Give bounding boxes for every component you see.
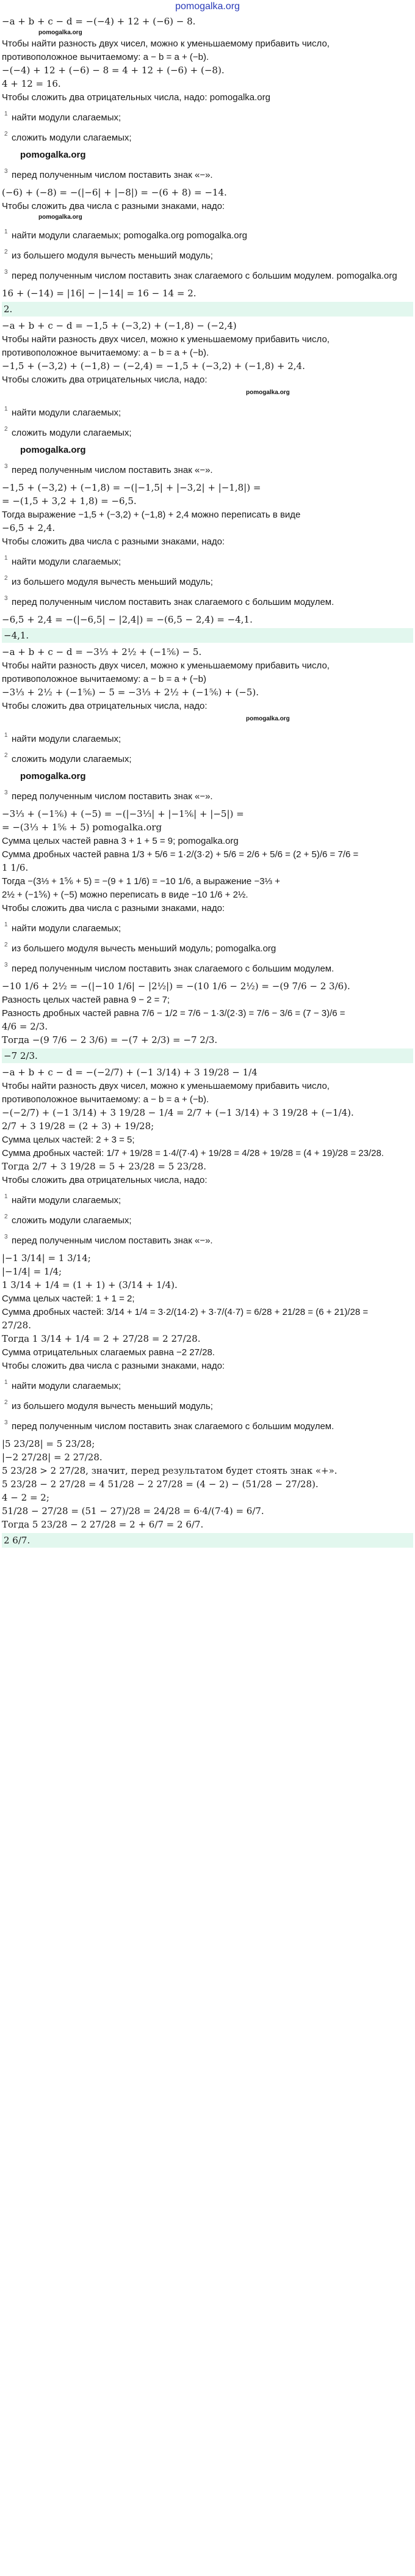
- list-item: [2, 963, 413, 975]
- math-line: Тогда 2/7 + 3 19/28 = 5 + 23/28 = 5 23/28.: [2, 1161, 207, 1172]
- text-line: противоположное вычитаемому: a − b = a + (−b).: [2, 348, 209, 358]
- list-item-text: перед полученным числом поставить знак слагаемого с большим модулем.: [12, 1421, 334, 1432]
- math-line: 27/28.: [2, 1320, 31, 1331]
- list-item-number: 2: [4, 575, 8, 582]
- text-line: Чтобы сложить два числа с разными знаками, надо:: [2, 536, 225, 547]
- text-line: Чтобы найти разность двух чисел, можно к уменьшаемому прибавить число,: [2, 334, 330, 345]
- list-item-number: 2: [4, 942, 8, 948]
- list-item-number: 3: [4, 595, 8, 602]
- math-line: −10 1/6 + 2½ = −(|−10 1/6| − |2½|) = −(10 1/6 − 2½) = −(9 7/6 − 2 3/6).: [2, 981, 350, 992]
- list-item: [2, 169, 413, 181]
- list-item-text: из большего модуля вычесть меньший модуль;: [12, 577, 213, 587]
- math-line: 16 + (−14) = |16| − |−14| = 16 − 14 = 2.: [2, 288, 197, 299]
- list-item-text: из большего модуля вычесть меньший модуль; pomogalka.org: [12, 943, 276, 954]
- text-line: противоположное вычитаемому: a − b = a + (−b).: [2, 1094, 209, 1105]
- list-item: [2, 1421, 413, 1432]
- text-line: Сумма целых частей равна 3 + 1 + 5 = 9; pomogalka.org: [2, 836, 239, 846]
- list-item-number: 3: [4, 463, 8, 470]
- list-item-number: 3: [4, 1419, 8, 1426]
- list-item-text: найти модули слагаемых;: [12, 1381, 121, 1391]
- watermark: pomogalka.org: [20, 445, 86, 455]
- list-item-number: 1: [4, 229, 8, 235]
- list-item-text: найти модули слагаемых;: [12, 408, 121, 418]
- list-item-text: найти модули слагаемых;: [12, 734, 121, 744]
- watermark: pomogalka.org: [38, 29, 82, 36]
- list-item: [2, 791, 413, 802]
- text-line: Тогда выражение −1,5 + (−3,2) + (−1,8) + 2,4 можно переписать в виде: [2, 510, 301, 520]
- math-line: −(−4) + 12 + (−6) − 8 = 4 + 12 + (−6) + (−8).: [2, 65, 225, 76]
- answer-box: 2.: [2, 302, 413, 317]
- list-item: [2, 1215, 413, 1226]
- list-item-number: 2: [4, 752, 8, 759]
- list-item-text: сложить модули слагаемых;: [12, 1215, 132, 1226]
- math-line: Тогда 5 23/28 − 2 27/28 = 2 + 6/7 = 2 6/7.: [2, 1519, 204, 1530]
- math-line: 51/28 − 27/28 = (51 − 27)/28 = 24/28 = 6·4/(7·4) = 6/7.: [2, 1506, 264, 1517]
- math-line: 5 23/28 − 2 27/28 = 4 51/28 − 2 27/28 = (4 − 2) − (51/28 − 27/28).: [2, 1479, 319, 1490]
- text-line: Разность целых частей равна 9 − 2 = 7;: [2, 995, 170, 1005]
- solution-content: [0, 16, 415, 1548]
- list-item-number: 1: [4, 555, 8, 562]
- list-item-text: сложить модули слагаемых;: [12, 428, 132, 438]
- watermark: pomogalka.org: [38, 214, 82, 221]
- text-line: Чтобы найти разность двух чисел, можно к уменьшаемому прибавить число,: [2, 660, 330, 671]
- watermark: pomogalka.org: [246, 389, 290, 396]
- math-line: 2/7 + 3 19/28 = (2 + 3) + 19/28;: [2, 1121, 154, 1132]
- math-line: 4/6 = 2/3.: [2, 1021, 48, 1032]
- list-item-text: найти модули слагаемых;: [12, 112, 121, 123]
- list-item: [2, 943, 413, 954]
- list-item-number: 3: [4, 789, 8, 796]
- answer-box: −4,1.: [2, 628, 413, 643]
- math-line: Тогда −(9 7/6 − 2 3/6) = −(7 + 2/3) = −7 2/3.: [2, 1034, 218, 1045]
- list-item: [2, 596, 413, 608]
- list-item-text: перед полученным числом поставить знак слагаемого с большим модулем. pomogalka.org: [12, 271, 397, 281]
- list-item: [2, 407, 413, 419]
- list-item-number: 2: [4, 249, 8, 255]
- list-item: [2, 112, 413, 123]
- list-item: [2, 270, 413, 282]
- math-line: |−1/4| = 1/4;: [2, 1266, 62, 1277]
- list-item-text: найти модули слагаемых;: [12, 1195, 121, 1206]
- list-item: [2, 733, 413, 745]
- text-line: противоположное вычитаемому: a − b = a + (−b).: [2, 52, 209, 62]
- text-line: Чтобы сложить два отрицательных числа, надо: pomogalka.org: [2, 92, 270, 103]
- text-line: Чтобы сложить два числа с разными знаками, надо:: [2, 201, 225, 211]
- math-line: −1,5 + (−3,2) + (−1,8) = −(|−1,5| + |−3,2| + |−1,8|) =: [2, 482, 261, 493]
- text-line: Чтобы сложить два числа с разными знаками, надо:: [2, 903, 225, 913]
- text-line: противоположное вычитаемому: a − b = a + (−b): [2, 674, 206, 684]
- text-line: Чтобы сложить два отрицательных числа, надо:: [2, 1175, 208, 1185]
- list-item-text: найти модули слагаемых;: [12, 923, 121, 934]
- list-item: [2, 1235, 413, 1246]
- list-item-text: найти модули слагаемых;: [12, 557, 121, 567]
- math-line: −1,5 + (−3,2) + (−1,8) − (−2,4) = −1,5 + (−3,2) + (−1,8) + 2,4.: [2, 360, 305, 371]
- list-item-text: из большего модуля вычесть меньший модуль;: [12, 1401, 213, 1411]
- list-item-text: перед полученным числом поставить знак «−».: [12, 170, 213, 180]
- answer-box: 2 6/7.: [2, 1533, 413, 1548]
- math-line: 4 + 12 = 16.: [2, 78, 61, 89]
- list-item-number: 1: [4, 732, 8, 739]
- list-item: [2, 576, 413, 588]
- watermark: pomogalka.org: [20, 150, 86, 160]
- text-line: Сумма целых частей: 1 + 1 = 2;: [2, 1293, 135, 1304]
- list-item: [2, 427, 413, 439]
- list-item-number: 2: [4, 1213, 8, 1220]
- text-line: Сумма отрицательных слагаемых равна −2 27/28.: [2, 1347, 215, 1358]
- list-item-number: 2: [4, 131, 8, 137]
- list-item-text: перед полученным числом поставить знак «−».: [12, 791, 213, 802]
- text-line: Разность дробных частей равна 7/6 − 1/2 = 7/6 − 1·3/(2·3) = 7/6 − 3/6 = (7 − 3)/6 =: [2, 1008, 345, 1019]
- list-item: [2, 753, 413, 765]
- math-line: 4 − 2 = 2;: [2, 1492, 49, 1503]
- list-item-number: 2: [4, 426, 8, 433]
- problem-expression: −a + b + c − d = −(−4) + 12 + (−6) − 8.: [2, 16, 196, 27]
- text-line: Чтобы сложить два числа с разными знаками, надо:: [2, 1361, 225, 1371]
- site-header[interactable]: pomogalka.org: [175, 1, 240, 12]
- watermark: pomogalka.org: [246, 715, 290, 722]
- math-line: = −(3⅓ + 1⅚ + 5) pomogalka.org: [2, 822, 162, 833]
- list-item: [2, 1195, 413, 1206]
- problem-expression: −a + b + c − d = −(−2/7) + (−1 3/14) + 3 19/28 − 1/4: [2, 1067, 258, 1078]
- list-item-number: 2: [4, 1399, 8, 1406]
- math-line: Тогда 1 3/14 + 1/4 = 2 + 27/28 = 2 27/28.: [2, 1333, 201, 1344]
- math-line: (−6) + (−8) = −(|−6| + |−8|) = −(6 + 8) = −14.: [2, 187, 227, 198]
- text-line: Сумма дробных частей: 3/14 + 1/4 = 3·2/(14·2) + 3·7/(4·7) = 6/28 + 21/28 = (6 + 21)/28 =: [2, 1307, 369, 1317]
- list-item: [2, 132, 413, 144]
- list-item-number: 3: [4, 962, 8, 968]
- list-item-number: 3: [4, 269, 8, 276]
- math-line: −6,5 + 2,4.: [2, 522, 56, 533]
- math-line: |−1 3/14| = 1 3/14;: [2, 1253, 91, 1264]
- text-line: Сумма целых частей: 2 + 3 = 5;: [2, 1135, 135, 1145]
- text-line: 2½ + (−1⅚) + (−5) можно переписать в виде −10 1/6 + 2½.: [2, 890, 248, 900]
- list-item-number: 1: [4, 1193, 8, 1200]
- list-item-number: 1: [4, 1379, 8, 1386]
- text-line: Чтобы найти разность двух чисел, можно к уменьшаемому прибавить число,: [2, 38, 330, 49]
- list-item: [2, 230, 413, 241]
- list-item-text: перед полученным числом поставить знак слагаемого с большим модулем.: [12, 597, 334, 607]
- list-item-text: перед полученным числом поставить знак слагаемого с большим модулем.: [12, 964, 334, 974]
- math-line: 5 23/28 > 2 27/28, значит, перед результатом будет стоять знак «+».: [2, 1465, 337, 1476]
- list-item-text: сложить модули слагаемых;: [12, 754, 132, 764]
- text-line: Сумма дробных частей равна 1/3 + 5/6 = 1·2/(3·2) + 5/6 = 2/6 + 5/6 = (2 + 5)/6 = 7/6 =: [2, 849, 359, 860]
- text-line: Чтобы найти разность двух чисел, можно к уменьшаемому прибавить число,: [2, 1081, 330, 1091]
- list-item-text: найти модули слагаемых; pomogalka.org pomogalka.org: [12, 230, 247, 241]
- problem-expression: −a + b + c − d = −1,5 + (−3,2) + (−1,8) − (−2,4): [2, 320, 237, 331]
- list-item-text: сложить модули слагаемых;: [12, 133, 132, 143]
- text-line: Чтобы сложить два отрицательных числа, надо:: [2, 701, 208, 711]
- list-item-number: 1: [4, 921, 8, 928]
- text-line: Тогда −(3⅓ + 1⅚ + 5) = −(9 + 1 1/6) = −10 1/6, а выражение −3⅓ +: [2, 876, 280, 887]
- list-item: [2, 464, 413, 476]
- list-item: [2, 250, 413, 262]
- list-item: [2, 1400, 413, 1412]
- math-line: = −(1,5 + 3,2 + 1,8) = −6,5.: [2, 496, 137, 507]
- list-item: [2, 1380, 413, 1392]
- list-item: [2, 923, 413, 934]
- math-line: −6,5 + 2,4 = −(|−6,5| − |2,4|) = −(6,5 − 2,4) = −4,1.: [2, 614, 253, 625]
- answer-box: −7 2/3.: [2, 1048, 413, 1063]
- list-item-number: 3: [4, 1234, 8, 1240]
- math-line: 1 1/6.: [2, 862, 29, 873]
- list-item-number: 3: [4, 168, 8, 175]
- watermark: pomogalka.org: [20, 771, 86, 781]
- math-line: −3⅓ + (−1⅚) + (−5) = −(|−3⅓| + |−1⅚| + |−5|) =: [2, 808, 244, 819]
- problem-expression: −a + b + c − d = −3⅓ + 2½ + (−1⅚) − 5.: [2, 646, 202, 657]
- list-item-text: перед полученным числом поставить знак «−».: [12, 1235, 213, 1246]
- list-item: [2, 556, 413, 568]
- list-item-number: 1: [4, 406, 8, 412]
- text-line: Чтобы сложить два отрицательных числа, надо:: [2, 375, 208, 385]
- list-item-text: перед полученным числом поставить знак «−».: [12, 465, 213, 475]
- text-line: Сумма дробных частей: 1/7 + 19/28 = 1·4/(7·4) + 19/28 = 4/28 + 19/28 = (4 + 19)/28 = 23/28.: [2, 1148, 384, 1158]
- math-line: |−2 27/28| = 2 27/28.: [2, 1452, 103, 1463]
- list-item-text: из большего модуля вычесть меньший модуль;: [12, 251, 213, 261]
- math-line: |5 23/28| = 5 23/28;: [2, 1438, 95, 1449]
- math-line: −3⅓ + 2½ + (−1⅚) − 5 = −3⅓ + 2½ + (−1⅚) + (−5).: [2, 687, 259, 698]
- math-line: 1 3/14 + 1/4 = (1 + 1) + (3/14 + 1/4).: [2, 1279, 178, 1290]
- math-line: −(−2/7) + (−1 3/14) + 3 19/28 − 1/4 = 2/7 + (−1 3/14) + 3 19/28 + (−1/4).: [2, 1107, 354, 1118]
- list-item-number: 1: [4, 111, 8, 117]
